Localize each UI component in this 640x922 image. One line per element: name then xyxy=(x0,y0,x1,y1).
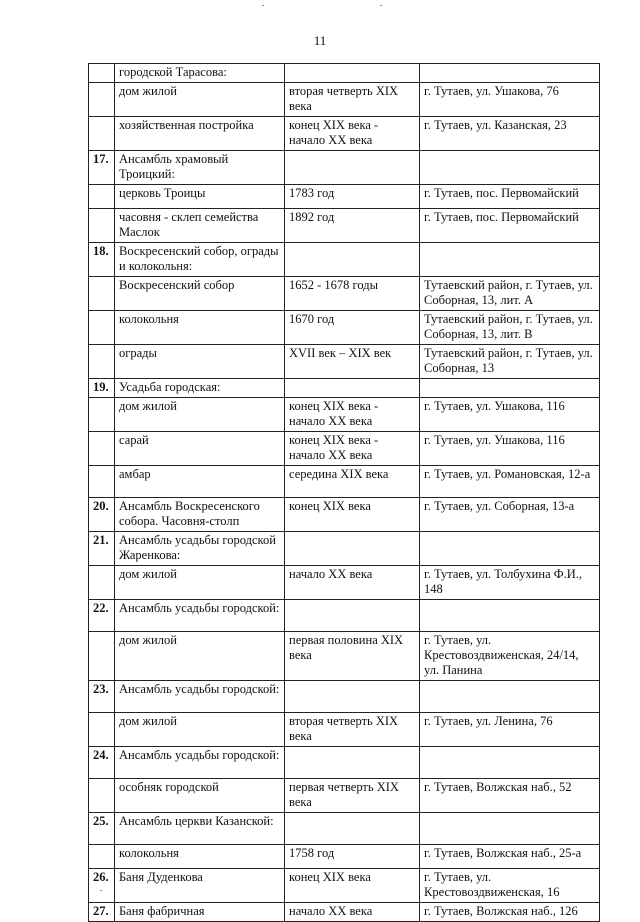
object-address xyxy=(420,747,600,779)
row-number xyxy=(89,845,115,869)
row-number: 17. xyxy=(89,151,115,185)
object-name: Баня фабричная xyxy=(115,903,285,922)
object-name: хозяйственная постройка xyxy=(115,117,285,151)
object-date: конец XIX века xyxy=(285,869,420,903)
object-address: г. Тутаев, Волжская наб., 126 xyxy=(420,903,600,922)
table-row xyxy=(89,566,600,600)
object-address: г. Тутаев, ул. Казанская, 23 xyxy=(420,117,600,151)
object-address: г. Тутаев, ул. Крестовоздвиженская, 16 xyxy=(420,869,600,903)
object-address: г. Тутаев, Волжская наб., 52 xyxy=(420,779,600,813)
scan-speck xyxy=(262,5,264,6)
table-row xyxy=(89,600,600,632)
row-number: 25. xyxy=(89,813,115,845)
table-row xyxy=(89,185,600,209)
object-address xyxy=(420,379,600,398)
table-row xyxy=(89,345,600,379)
table-row xyxy=(89,498,600,532)
row-number xyxy=(89,83,115,117)
object-address: г. Тутаев, пос. Первомайский xyxy=(420,185,600,209)
object-date: XVII век – XIX век xyxy=(285,345,420,379)
object-name: Ансамбль усадьбы городской: xyxy=(115,600,285,632)
table-row xyxy=(89,532,600,566)
object-address: г. Тутаев, Волжская наб., 25-а xyxy=(420,845,600,869)
object-date xyxy=(285,243,420,277)
object-date: 1670 год xyxy=(285,311,420,345)
row-number: 20. xyxy=(89,498,115,532)
row-number xyxy=(89,311,115,345)
table-row xyxy=(89,432,600,466)
object-date: первая половина XIX века xyxy=(285,632,420,681)
table-row xyxy=(89,311,600,345)
table-row xyxy=(89,681,600,713)
object-address: Тутаевский район, г. Тутаев, ул. Соборная, 13, лит. А xyxy=(420,277,600,311)
object-name: Баня Дуденкова xyxy=(115,869,285,903)
object-name: сарай xyxy=(115,432,285,466)
object-name: Ансамбль усадьбы городской: xyxy=(115,747,285,779)
object-name: амбар xyxy=(115,466,285,498)
object-name: церковь Троицы xyxy=(115,185,285,209)
object-address xyxy=(420,64,600,83)
object-name: Ансамбль Воскресенского собора. Часовня-столп xyxy=(115,498,285,532)
object-date: конец XIX века - начало XX века xyxy=(285,117,420,151)
table-row xyxy=(89,277,600,311)
row-number: 18. xyxy=(89,243,115,277)
object-date xyxy=(285,681,420,713)
object-address: г. Тутаев, пос. Первомайский xyxy=(420,209,600,243)
object-name: Ансамбль храмовый Троицкий: xyxy=(115,151,285,185)
object-date xyxy=(285,747,420,779)
object-name: колокольня xyxy=(115,311,285,345)
object-date xyxy=(285,379,420,398)
row-number xyxy=(89,209,115,243)
object-date xyxy=(285,813,420,845)
object-date: вторая четверть XIX века xyxy=(285,713,420,747)
row-number xyxy=(89,566,115,600)
object-date: 1892 год xyxy=(285,209,420,243)
row-number xyxy=(89,779,115,813)
object-address: Тутаевский район, г. Тутаев, ул. Соборная, 13, лит. В xyxy=(420,311,600,345)
object-address: г. Тутаев, ул. Соборная, 13-а xyxy=(420,498,600,532)
table-row xyxy=(89,869,600,903)
table-row xyxy=(89,813,600,845)
table-row xyxy=(89,398,600,432)
object-address: г. Тутаев, ул. Ушакова, 116 xyxy=(420,398,600,432)
scan-speck xyxy=(100,890,102,891)
object-date xyxy=(285,532,420,566)
object-name: Ансамбль усадьбы городской Жаренкова: xyxy=(115,532,285,566)
object-address xyxy=(420,813,600,845)
row-number: 24. xyxy=(89,747,115,779)
object-address xyxy=(420,600,600,632)
object-date xyxy=(285,64,420,83)
object-address: г. Тутаев, ул. Ушакова, 76 xyxy=(420,83,600,117)
object-name: дом жилой xyxy=(115,83,285,117)
scan-speck xyxy=(380,5,382,6)
object-name: дом жилой xyxy=(115,632,285,681)
object-address: г. Тутаев, ул. Романовская, 12-а xyxy=(420,466,600,498)
heritage-table xyxy=(88,63,600,922)
row-number xyxy=(89,117,115,151)
object-date xyxy=(285,600,420,632)
page-number: 11 xyxy=(313,33,327,48)
object-name: Воскресенский собор xyxy=(115,277,285,311)
row-number: 22. xyxy=(89,600,115,632)
object-name: Ансамбль церкви Казанской: xyxy=(115,813,285,845)
row-number: 23. xyxy=(89,681,115,713)
row-number xyxy=(89,277,115,311)
table-row xyxy=(89,779,600,813)
row-number xyxy=(89,466,115,498)
table-row xyxy=(89,117,600,151)
table-row xyxy=(89,243,600,277)
table-row xyxy=(89,379,600,398)
object-name: Воскресенский собор, ограды и колокольня: xyxy=(115,243,285,277)
object-date: 1652 - 1678 годы xyxy=(285,277,420,311)
object-address xyxy=(420,151,600,185)
object-name: дом жилой xyxy=(115,566,285,600)
object-name: Ансамбль усадьбы городской: xyxy=(115,681,285,713)
row-number xyxy=(89,713,115,747)
object-name: дом жилой xyxy=(115,713,285,747)
object-date: первая четверть XIX века xyxy=(285,779,420,813)
table-row xyxy=(89,83,600,117)
row-number: 19. xyxy=(89,379,115,398)
object-address: г. Тутаев, ул. Толбухина Ф.И., 148 xyxy=(420,566,600,600)
object-name: колокольня xyxy=(115,845,285,869)
table-row xyxy=(89,747,600,779)
row-number: 27. xyxy=(89,903,115,922)
object-date: конец XIX века - начало XX века xyxy=(285,398,420,432)
object-name: городской Тарасова: xyxy=(115,64,285,83)
table-row xyxy=(89,151,600,185)
object-date: середина XIX века xyxy=(285,466,420,498)
table-row xyxy=(89,903,600,922)
row-number xyxy=(89,432,115,466)
object-date: начало XX века xyxy=(285,566,420,600)
object-name: Усадьба городская: xyxy=(115,379,285,398)
object-date: 1783 год xyxy=(285,185,420,209)
row-number xyxy=(89,345,115,379)
row-number xyxy=(89,185,115,209)
row-number: 21. xyxy=(89,532,115,566)
object-address: г. Тутаев, ул. Ушакова, 116 xyxy=(420,432,600,466)
object-date xyxy=(285,151,420,185)
row-number xyxy=(89,632,115,681)
object-name: особняк городской xyxy=(115,779,285,813)
table-row xyxy=(89,713,600,747)
object-address: г. Тутаев, ул. Крестовоздвиженская, 24/14, ул. Панина xyxy=(420,632,600,681)
object-date: конец XIX века - начало XX века xyxy=(285,432,420,466)
table-row xyxy=(89,466,600,498)
table-row xyxy=(89,64,600,83)
heritage-table-body xyxy=(89,64,600,922)
table-row xyxy=(89,845,600,869)
table-row xyxy=(89,209,600,243)
table-row xyxy=(89,632,600,681)
object-address xyxy=(420,532,600,566)
row-number xyxy=(89,64,115,83)
object-date: начало XX века xyxy=(285,903,420,922)
object-name: дом жилой xyxy=(115,398,285,432)
object-date: конец XIX века xyxy=(285,498,420,532)
object-name: ограды xyxy=(115,345,285,379)
object-name: часовня - склеп семейства Маслок xyxy=(115,209,285,243)
object-address: г. Тутаев, ул. Ленина, 76 xyxy=(420,713,600,747)
row-number xyxy=(89,398,115,432)
object-date: 1758 год xyxy=(285,845,420,869)
object-date: вторая четверть XIX века xyxy=(285,83,420,117)
object-address xyxy=(420,243,600,277)
row-number: 26. xyxy=(89,869,115,903)
object-address: Тутаевский район, г. Тутаев, ул. Соборная, 13 xyxy=(420,345,600,379)
object-address xyxy=(420,681,600,713)
